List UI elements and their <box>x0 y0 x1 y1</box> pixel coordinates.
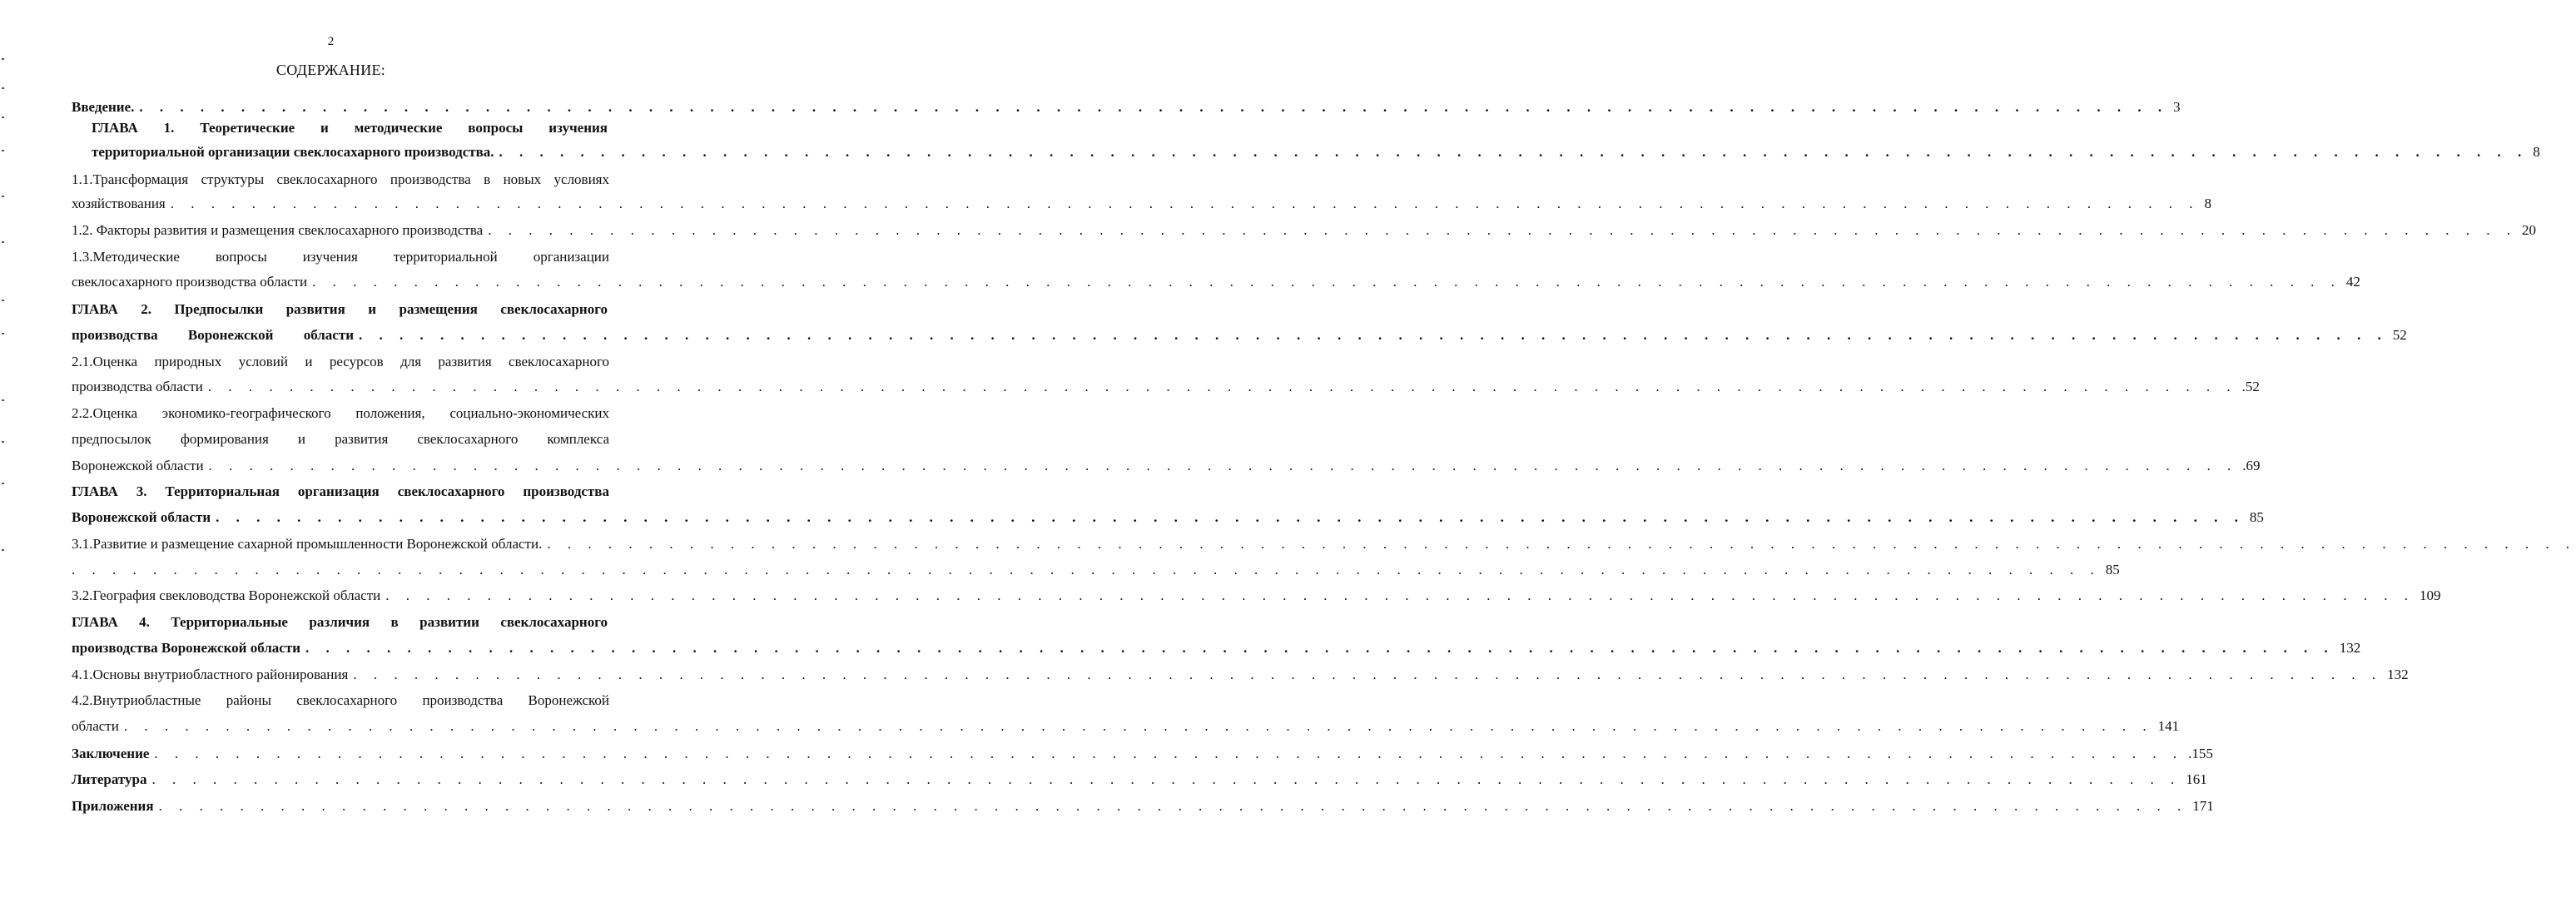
leader-dots <box>305 639 2335 657</box>
chapter-1-heading-line-1[interactable]: ГЛАВА 1. Теоретические и методические вопросы изучения <box>92 120 608 136</box>
leader-dots <box>159 797 2188 815</box>
toc-page-number: 42 <box>2345 274 2360 290</box>
leader-dots <box>499 143 2529 161</box>
leader-dots <box>312 273 2341 291</box>
section-2-1-line-2: производства области <box>72 379 203 394</box>
leader-dots <box>359 326 2388 344</box>
toc-page-number: 8 <box>2204 196 2211 211</box>
toc-entry-2-2[interactable] <box>72 457 2261 475</box>
toc-entry-1-2[interactable] <box>72 221 2536 240</box>
toc-entry-chapter-2[interactable] <box>72 326 2407 344</box>
section-2-2-line-3: Воронежской области <box>72 458 204 473</box>
section-1-3-line-1[interactable]: 1.3.Методические вопросы изучения территориальной организации <box>72 249 609 265</box>
section-1-3-line-2: свеклосахарного производства области <box>72 274 308 290</box>
toc-page-number: 52 <box>2392 327 2407 343</box>
toc-page-number: .155 <box>2188 746 2213 761</box>
leader-dots <box>488 221 2517 240</box>
leader-dots <box>216 508 2245 527</box>
leader-dots <box>72 561 2101 579</box>
leader-dots <box>547 535 2576 553</box>
toc-entry-chapter-3[interactable] <box>72 508 2264 527</box>
toc-page-number: 132 <box>2387 667 2409 682</box>
toc-entry-intro[interactable] <box>72 98 2181 116</box>
leader-dots <box>353 666 2382 684</box>
section-2-2-line-2[interactable]: предпосылок формирования и развития свеклосахарного комплекса <box>72 431 609 447</box>
toc-entry-4-1[interactable] <box>72 666 2409 684</box>
page-number: 2 <box>327 35 335 48</box>
toc-entry-3-2[interactable] <box>72 587 2441 605</box>
leader-dots <box>208 378 2237 396</box>
section-3-1-label: 3.1.Развитие и размещение сахарной промышленности Воронежской области. <box>72 536 543 552</box>
toc-page-number: .52 <box>2241 379 2260 394</box>
literature-label: Литература <box>72 771 147 787</box>
toc-page-number: 171 <box>2192 798 2214 814</box>
chapter-3-heading-line-2: Воронежской области <box>72 509 211 525</box>
toc-page-number: 20 <box>2521 222 2536 238</box>
toc-entry-1-1[interactable] <box>72 195 2211 213</box>
toc-entry-2-1[interactable] <box>72 378 2260 396</box>
chapter-2-heading-line-1[interactable]: ГЛАВА 2. Предпосылки развития и размещения свеклосахарного <box>72 301 608 317</box>
section-4-1-label: 4.1.Основы внутриобластного районирования <box>72 667 349 682</box>
section-3-1-line-1[interactable] <box>72 535 609 553</box>
section-4-2-line-2: области <box>72 718 119 734</box>
toc-entry-chapter-4[interactable] <box>72 639 2361 657</box>
section-2-1-line-1[interactable]: 2.1.Оценка природных условий и ресурсов для развития свеклосахарного <box>72 354 609 369</box>
toc-entry-1-3[interactable] <box>72 273 2360 291</box>
section-4-2-line-1[interactable]: 4.2.Внутриобластные районы свеклосахарного производства Воронежской <box>72 692 609 708</box>
toc-entry-conclusion[interactable] <box>72 745 2213 763</box>
leader-dots <box>154 745 2183 763</box>
toc-page-number: .69 <box>2242 458 2261 473</box>
chapter-4-heading-line-1[interactable]: ГЛАВА 4. Территориальные различия в развитии свеклосахарного <box>72 614 608 630</box>
toc-page-number: 3 <box>2173 99 2181 115</box>
toc-page-number: 85 <box>2249 509 2264 525</box>
leader-dots <box>209 457 2238 475</box>
toc-entry-label: Введение. <box>72 99 135 115</box>
toc-title: СОДЕРЖАНИЕ: <box>275 62 386 78</box>
toc-entry-literature[interactable] <box>72 771 2207 789</box>
conclusion-label: Заключение <box>72 746 150 761</box>
leader-dots <box>139 98 2168 116</box>
chapter-4-heading-line-2: производства Воронежской области <box>72 640 300 656</box>
toc-entry-chapter-1[interactable] <box>92 143 2540 161</box>
leader-dots <box>385 587 2415 605</box>
section-1-1-line-1[interactable]: 1.1.Трансформация структуры свеклосахарного производства в новых условиях <box>72 171 609 187</box>
toc-entry-4-2[interactable] <box>72 717 2180 736</box>
toc-entry-appendices[interactable] <box>72 797 2214 815</box>
toc-page-number: 132 <box>2339 640 2361 656</box>
section-1-2-label: 1.2. Факторы развития и размещения свеклосахарного производства <box>72 222 484 238</box>
chapter-3-heading-line-1[interactable]: ГЛАВА 3. Территориальная организация свеклосахарного производства <box>72 483 609 499</box>
toc-page-number: 109 <box>2419 587 2441 603</box>
toc-page-number: 141 <box>2157 718 2180 734</box>
section-3-2-label: 3.2.География свекловодства Воронежской области <box>72 587 381 603</box>
chapter-2-heading-line-2: производства Воронежской области <box>72 327 354 343</box>
toc-page-number: 8 <box>2533 144 2540 160</box>
toc-page-number: 161 <box>2186 771 2207 787</box>
section-1-1-line-2: хозяйствования <box>72 196 166 211</box>
leader-dots <box>171 195 2200 213</box>
toc-entry-3-1[interactable] <box>72 561 2120 579</box>
toc-page-number: 85 <box>2105 562 2120 577</box>
leader-dots <box>151 771 2181 789</box>
section-2-2-line-1[interactable]: 2.2.Оценка экономико-географического положения, социально-экономических <box>72 405 609 421</box>
appendices-label: Приложения <box>72 798 154 814</box>
leader-dots <box>124 717 2153 736</box>
chapter-1-heading-line-2: территориальной организации свеклосахарного производства. <box>92 144 494 160</box>
